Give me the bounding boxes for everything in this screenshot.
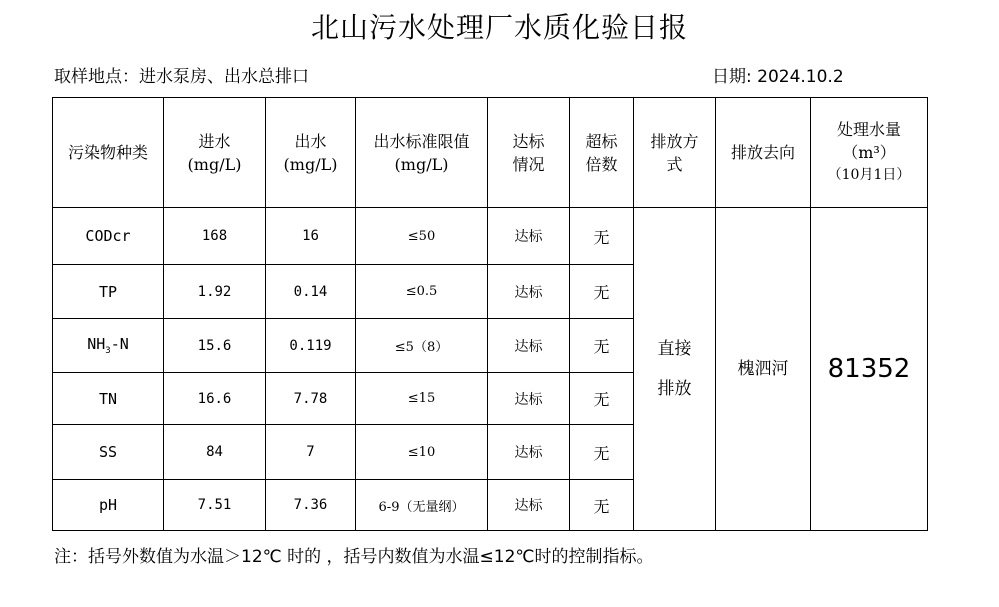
inflow-value: 16.6 — [164, 373, 266, 425]
footnote: 注：括号外数值为水温＞12℃ 时的 ，括号内数值为水温≤12℃时的控制指标。 — [54, 547, 654, 567]
header-method-line2: 式 — [666, 154, 683, 174]
inflow-value: 1.92 — [164, 265, 266, 319]
header-volume-unit: （m³） — [842, 143, 896, 162]
header-outflow — [266, 98, 356, 208]
header-volume-label: 处理水量 — [836, 120, 901, 139]
inflow-value: 84 — [164, 425, 266, 480]
header-volume — [811, 98, 928, 208]
header-inflow — [164, 98, 266, 208]
header-inflow-unit: (mg/L) — [187, 154, 242, 174]
outflow-value: 7 — [266, 425, 356, 480]
water-quality-table — [52, 97, 928, 531]
status-value: 达标 — [488, 425, 570, 480]
sampling-location: 取样地点：进水泵房、出水总排口 — [54, 67, 309, 87]
limit-value: ≤15 — [356, 373, 488, 425]
status-value: 达标 — [488, 208, 570, 265]
status-value: 达标 — [488, 480, 570, 531]
status-value: 达标 — [488, 319, 570, 373]
header-outflow-unit: (mg/L) — [283, 154, 338, 174]
pollutant-name-main: NH — [87, 335, 106, 353]
outflow-value: 0.14 — [266, 265, 356, 319]
pollutant-name-subscript: 3 — [105, 346, 111, 356]
outflow-value: 7.36 — [266, 480, 356, 531]
header-limit-label: 出水标准限值 — [373, 131, 470, 151]
header-volume-date: （10月1日） — [827, 167, 911, 183]
header-method — [634, 98, 716, 208]
table-row — [53, 208, 928, 265]
discharge-method — [634, 208, 716, 531]
exceed-value: 无 — [570, 425, 634, 480]
inflow-value: 7.51 — [164, 480, 266, 531]
report-title: 北山污水处理厂水质化验日报 — [310, 11, 688, 44]
header-method-line1: 排放方 — [650, 131, 699, 151]
header-outflow-label: 出水 — [294, 131, 327, 151]
pollutant-name: pH — [53, 480, 164, 531]
discharge-method-line2: 排放 — [657, 379, 692, 399]
header-exceed-line1: 超标 — [585, 131, 618, 151]
header-status — [488, 98, 570, 208]
pollutant-name-tail: -N — [110, 335, 129, 353]
exceed-value: 无 — [570, 265, 634, 319]
inflow-value: 168 — [164, 208, 266, 265]
pollutant-name: TP — [53, 265, 164, 319]
header-limit-unit: (mg/L) — [394, 154, 449, 174]
outflow-value: 0.119 — [266, 319, 356, 373]
header-row — [53, 98, 928, 208]
header-destination: 排放去向 — [716, 98, 811, 208]
limit-value: ≤50 — [356, 208, 488, 265]
limit-value: 6-9（无量纲） — [356, 480, 488, 531]
header-limit — [356, 98, 488, 208]
limit-value: ≤10 — [356, 425, 488, 480]
exceed-value: 无 — [570, 480, 634, 531]
treated-volume: 81352 — [811, 208, 928, 531]
header-status-line2: 情况 — [512, 154, 545, 174]
pollutant-name: SS — [53, 425, 164, 480]
header-exceed — [570, 98, 634, 208]
header-status-line1: 达标 — [512, 131, 545, 151]
discharge-destination: 槐泗河 — [716, 208, 811, 531]
pollutant-name — [53, 319, 164, 373]
header-exceed-line2: 倍数 — [585, 154, 618, 174]
limit-value: ≤0.5 — [356, 265, 488, 319]
status-value: 达标 — [488, 265, 570, 319]
inflow-value: 15.6 — [164, 319, 266, 373]
header-pollutant: 污染物种类 — [53, 98, 164, 208]
header-inflow-label: 进水 — [198, 131, 231, 151]
limit-value: ≤5（8） — [356, 319, 488, 373]
exceed-value: 无 — [570, 319, 634, 373]
report-date: 日期: 2024.10.2 — [712, 67, 844, 87]
outflow-value: 7.78 — [266, 373, 356, 425]
exceed-value: 无 — [570, 208, 634, 265]
pollutant-name: TN — [53, 373, 164, 425]
status-value: 达标 — [488, 373, 570, 425]
exceed-value: 无 — [570, 373, 634, 425]
outflow-value: 16 — [266, 208, 356, 265]
discharge-method-line1: 直接 — [657, 339, 692, 359]
pollutant-name: CODcr — [53, 208, 164, 265]
